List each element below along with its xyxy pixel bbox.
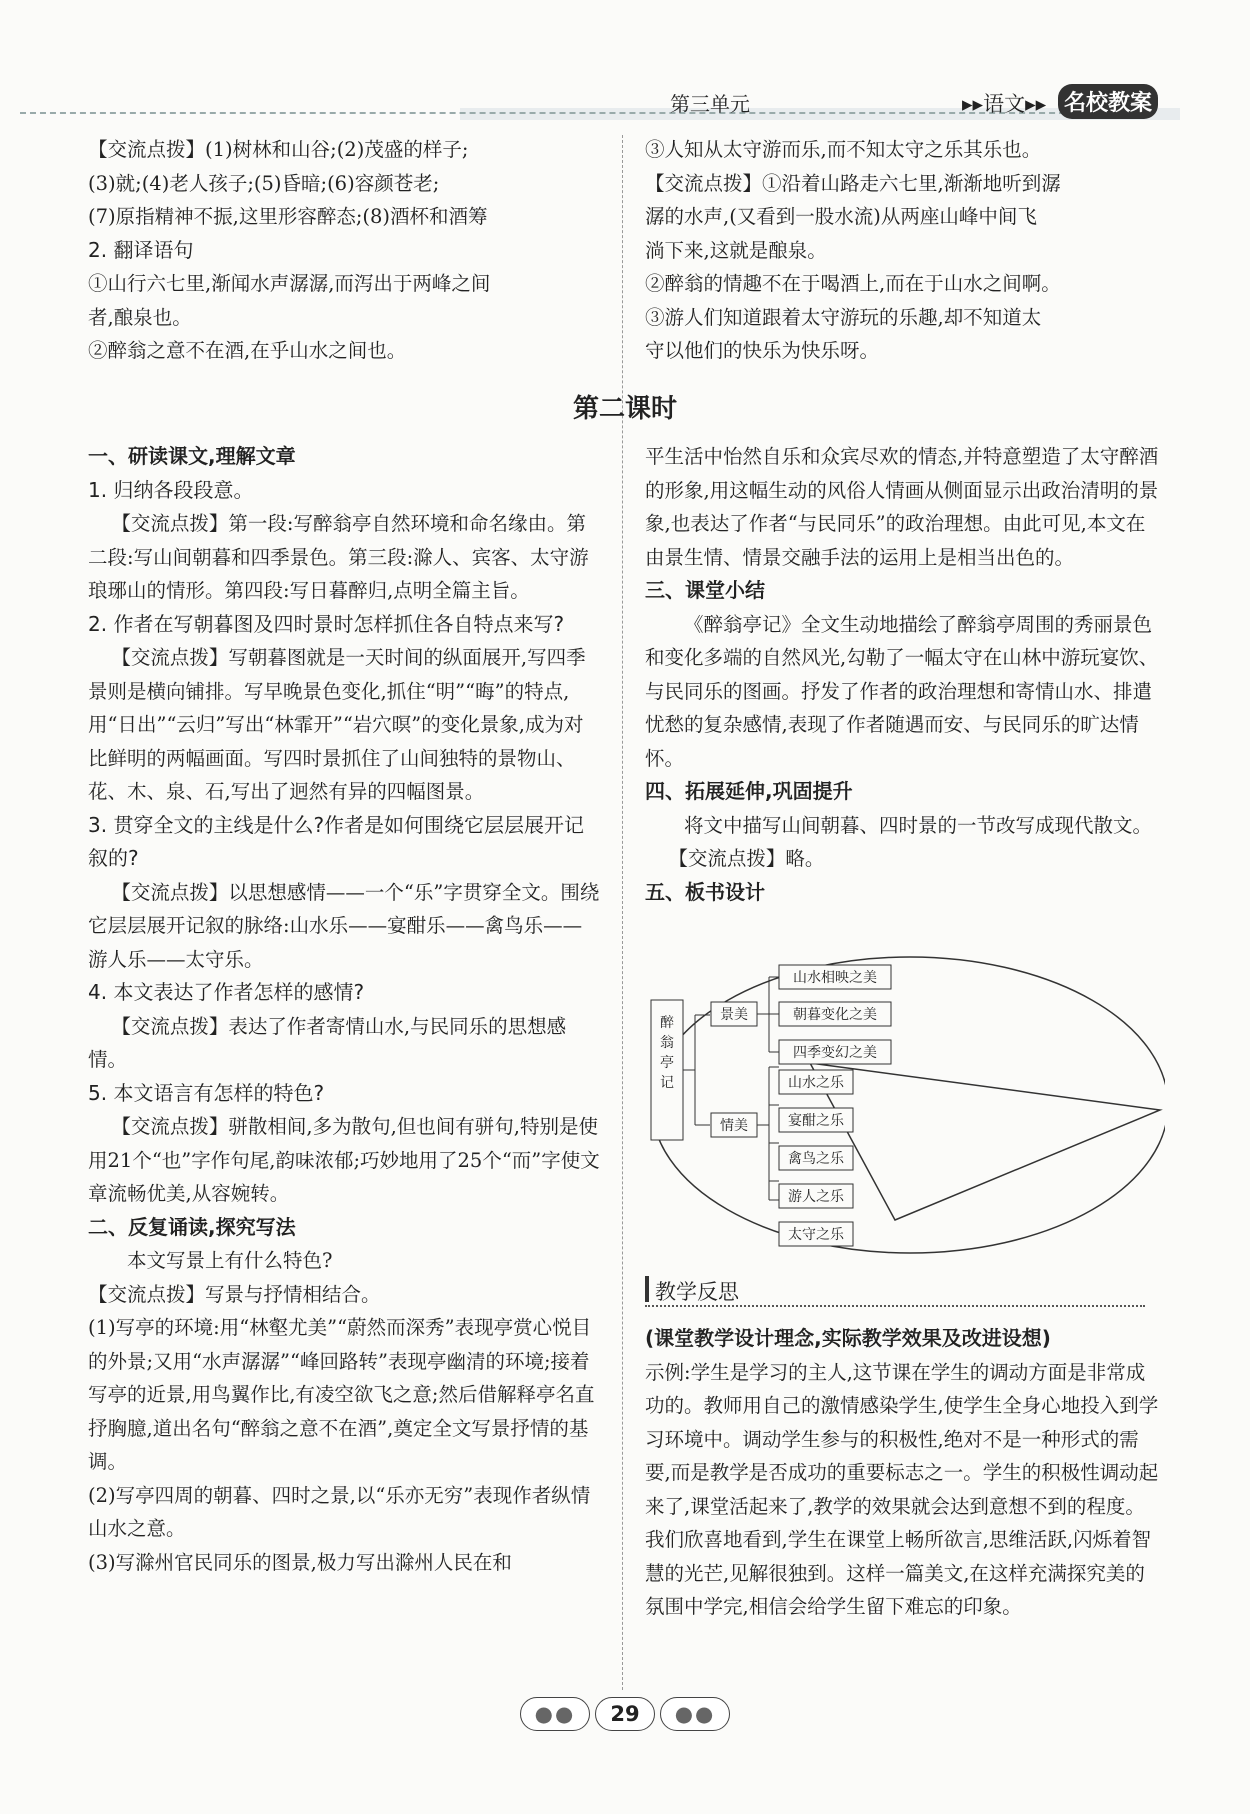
leaf-label: 山水相映之美 <box>793 970 877 986</box>
dots-icon: ●● <box>660 1697 731 1731</box>
text-line: (3)就;(4)老人孩子;(5)昏暗;(6)容颜苍老; <box>88 171 440 195</box>
page-number: 29 <box>595 1697 654 1731</box>
text-line: 守以他们的快乐为快乐呀。 <box>645 339 880 362</box>
answer-paragraph: 【交流点拨】以思想感情——一个“乐”字贯穿全文。围绕它层层展开记叙的脉络:山水乐——宴酣乐——禽鸟乐——游人乐——太守乐。 <box>88 880 600 971</box>
section-heading: 三、课堂小结 <box>645 578 765 602</box>
brace-line <box>757 977 779 1052</box>
reflection-body <box>645 1322 1160 1624</box>
question-heading: 1. 归纳各段段意。 <box>88 477 254 502</box>
text-line: 淌下来,这就是酿泉。 <box>645 238 827 262</box>
unit-label: 第三单元 <box>670 92 750 116</box>
question-heading: 3. 贯穿全文的主线是什么?作者是如何围绕它层层展开记叙的? <box>88 812 585 870</box>
dots-icon: ●● <box>520 1697 591 1731</box>
text-line: ③人知从太守游而乐,而不知太守之乐其乐也。 <box>645 138 1042 161</box>
text-line: ①山行六七里,渐闻水声潺潺,而泻出于两峰之间 <box>88 272 491 295</box>
text-line: 者,酿泉也。 <box>88 305 192 329</box>
summary-paragraph: 《醉翁亭记》全文生动地描绘了醉翁亭周围的秀丽景色和变化多端的自然风光,勾勒了一幅太守在山林中游玩宴饮、与民同乐的图画。抒发了作者的政治理想和寄情山水、排遣忧愁的复杂感情,表现了作者随遇而安、与民同乐的旷达情怀。 <box>645 612 1159 770</box>
reflection-text: 示例:学生是学习的主人,这节课在学生的调动方面是非常成功的。教师用自己的激情感染学生,使学生全身心地投入到学习环境中。调动学生参与的积极性,绝对不是一种形式的需要,而是教学是否成功的重要标志之一。学生的积极性调动起来了,课堂活起来了,教学的效果就会达到意想不到的程度。我们欣喜地看到,学生在课堂上畅所欲言,思维活跃,闪烁着智慧的光芒,见解很独到。这样一篇美文,在这样充满探究美的氛围中学完,相信会给学生留下难忘的印象。 <box>645 1360 1159 1618</box>
answer-paragraph: 【交流点拨】骈散相间,多为散句,但也间有骈句,特别是使用21个“也”字作句尾,韵味浓郁;巧妙地用了25个“而”字使文章流畅优美,从容婉转。 <box>88 1115 600 1205</box>
root-char: 记 <box>660 1075 674 1091</box>
root-char: 翁 <box>660 1035 674 1051</box>
reflection-title: 教学反思 <box>655 1280 739 1304</box>
leaf-label: 游人之乐 <box>788 1189 844 1205</box>
brand-badge: 名校教案 <box>1058 84 1158 119</box>
diagram-triangle <box>810 1063 1160 1220</box>
bottom-right-column <box>645 440 1160 909</box>
leaf-label: 朝暮变化之美 <box>793 1007 877 1023</box>
question-heading: 4. 本文表达了作者怎样的感情? <box>88 980 365 1004</box>
root-char: 亭 <box>660 1055 674 1071</box>
text-line: ③游人们知道跟着太守游玩的乐趣,却不知道太 <box>645 305 1042 329</box>
bottom-left-column <box>88 440 600 1579</box>
extension-tip: 【交流点拨】略。 <box>668 847 825 870</box>
leaf-label: 太守之乐 <box>788 1227 844 1243</box>
root-char: 醉 <box>660 1015 674 1031</box>
top-right-column <box>645 133 1160 368</box>
reflection-subtitle: (课堂教学设计理念,实际教学效果及改进设想) <box>645 1326 1051 1350</box>
answer-paragraph: 【交流点拨】第一段:写醉翁亭自然环境和命名缘由。第二段:写山间朝暮和四季景色。第三段:滁人、宾客、太守游琅琊山的情形。第四段:写日暮醉归,点明全篇主旨。 <box>88 512 589 602</box>
answer-paragraph: (2)写亭四周的朝暮、四时之景,以“乐亦无穷”表现作者纵情山水之意。 <box>88 1483 591 1540</box>
section-heading: 五、板书设计 <box>645 879 765 904</box>
answer-paragraph: (1)写亭的环境:用“林壑尤美”“蔚然而深秀”表现亭赏心悦目的外景;又用“水声潺潺”“峰回路转”表现亭幽清的环境;接着写亭的近景,用鸟翼作比,有凌空欲飞之意;然后借解释亭名直抒胸臆,道出名句“醉翁之意不在酒”,奠定全文写景抒情的基调。 <box>88 1316 595 1473</box>
leaf-label: 山水之乐 <box>788 1075 844 1091</box>
text-line: 【交流点拨】①沿着山路走六七里,渐渐地听到潺 <box>645 171 1061 195</box>
subject-label: ▸▸语文▸▸ <box>962 92 1047 116</box>
leaf-label: 四季变幻之美 <box>793 1045 877 1061</box>
reflection-bar <box>645 1276 649 1302</box>
diagram-ellipse <box>652 957 1165 1253</box>
question-heading: 2. 作者在写朝暮图及四时景时怎样抓住各自特点来写? <box>88 611 565 636</box>
section-heading: 二、反复诵读,探究写法 <box>88 1214 296 1239</box>
question-heading: 2. 翻译语句 <box>88 237 194 262</box>
top-left-column <box>88 133 600 368</box>
text-line: (7)原指精神不振,这里形容醉态;(8)酒杯和酒筹 <box>88 205 488 228</box>
section-heading: 四、拓展延伸,巩固提升 <box>645 779 853 803</box>
page-number-area <box>0 1697 1250 1731</box>
answer-paragraph: (3)写滁州官民同乐的图景,极力写出滁州人民在和 <box>88 1550 512 1574</box>
answer-paragraph: 【交流点拨】表达了作者寄情山水,与民同乐的思想感情。 <box>88 1014 567 1071</box>
branch-label-qingmei: 情美 <box>720 1118 748 1134</box>
leaf-label: 宴酣之乐 <box>788 1113 844 1129</box>
question-heading: 5. 本文语言有怎样的特色? <box>88 1080 325 1105</box>
answer-paragraph: 【交流点拨】写景与抒情相结合。 <box>88 1282 381 1306</box>
section-heading: 一、研读课文,理解文章 <box>88 444 296 468</box>
text-line: 【交流点拨】(1)树林和山谷;(2)茂盛的样子; <box>88 138 469 161</box>
text-line: ②醉翁之意不在酒,在乎山水之间也。 <box>88 339 407 362</box>
answer-paragraph: 【交流点拨】写朝暮图就是一天时间的纵面展开,写四季景则是横向铺排。写早晚景色变化,抓住“明”“晦”的特点,用“日出”“云归”写出“林霏开”“岩穴暝”的变化景象,成为对比鲜明的两幅画面。写四时景抓住了山间独特的景物山、花、木、泉、石,写出了迥然有异的四幅图景。 <box>88 646 586 803</box>
text-line: 潺的水声,(又看到一股水流)从两座山峰中间飞 <box>645 205 1037 228</box>
text-line: ②醉翁的情趣不在于喝酒上,而在于山水之间啊。 <box>645 272 1061 295</box>
page-header <box>0 0 1250 120</box>
branch-label-jingmei: 景美 <box>720 1007 748 1023</box>
lesson-title: 第二课时 <box>572 394 677 424</box>
brace-line <box>757 1067 779 1200</box>
leaf-label: 禽鸟之乐 <box>788 1151 844 1167</box>
reflection-rule <box>645 1305 1145 1307</box>
column-divider <box>622 135 623 1690</box>
board-design-diagram <box>645 955 1165 1255</box>
answer-paragraph: 平生活中怡然自乐和众宾尽欢的情态,并特意塑造了太守醉酒的形象,用这幅生动的风俗人情画从侧面显示出政治清明的景象,也表达了作者“与民同乐”的政治理想。由此可见,本文在由景生情、情景交融手法的运用上是相当出色的。 <box>645 445 1159 569</box>
extension-task: 将文中描写山间朝暮、四时景的一节改写成现代散文。 <box>684 813 1153 837</box>
question-text: 本文写景上有什么特色? <box>127 1249 333 1272</box>
reflection-header <box>645 1268 1145 1308</box>
